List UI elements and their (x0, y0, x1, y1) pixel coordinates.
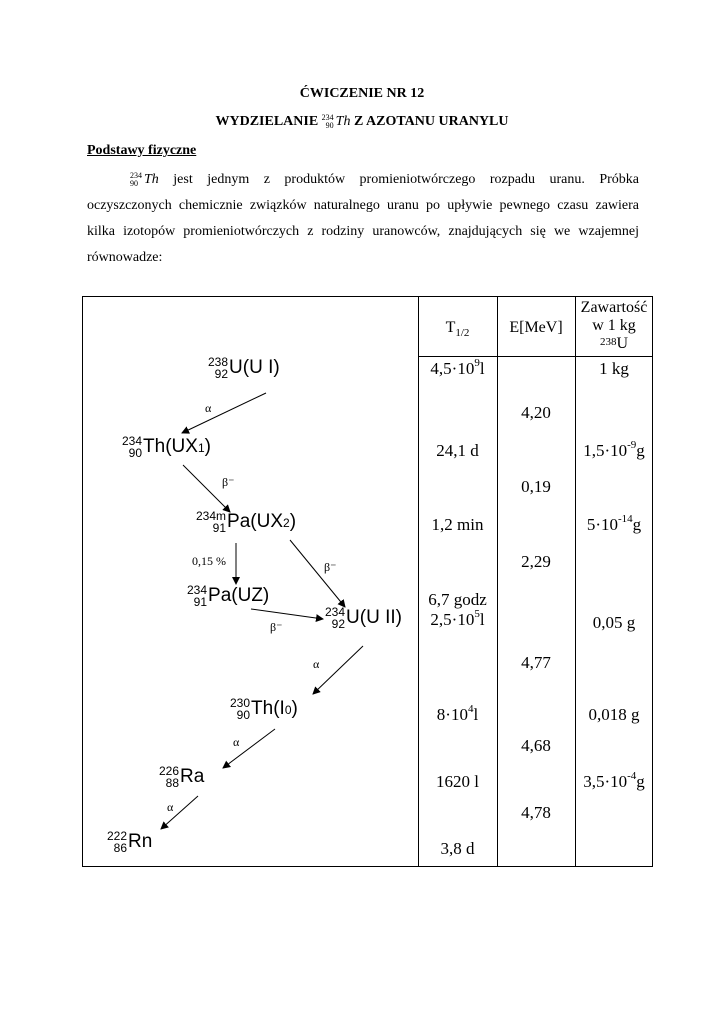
value-exponent: -9 (627, 439, 637, 451)
half-life-cell: 1620 l (436, 772, 479, 791)
energy-cell: 4,68 (521, 736, 551, 755)
value-unit: l (479, 610, 485, 629)
nuclide-subscript: 1 (197, 441, 205, 456)
nuclide-name: U(U I) (229, 357, 280, 379)
section-title: Podstawy fizyczne (87, 143, 197, 158)
value-unit: l (473, 705, 479, 724)
column-divider (497, 297, 498, 866)
nuclide-u238 (208, 356, 280, 380)
atomic-number: 92 (331, 617, 346, 631)
content-cell (575, 772, 653, 792)
decay-label-beta: β⁻ (270, 620, 283, 634)
nuclide-subscript: 2 (283, 516, 290, 531)
decay-label-alpha: α (167, 800, 174, 814)
nuclide-numbers (159, 765, 179, 789)
paragraph-text-4: równowadze: (87, 250, 163, 265)
decay-arrow-pa234-u234 (251, 609, 323, 619)
value-unit: g (636, 772, 645, 791)
decay-arrow-u234-th230 (313, 646, 363, 694)
nuclide-u234 (325, 606, 402, 630)
header-content-element: U (616, 335, 629, 352)
energy-cell: 0,19 (521, 477, 551, 496)
content-cell: 1 kg (599, 359, 629, 378)
atomic-number: 92 (214, 367, 229, 381)
nuclide-close: ) (204, 436, 211, 458)
energy-cell: 2,29 (521, 552, 551, 571)
value-unit: g (636, 441, 645, 460)
value-exponent: -14 (618, 513, 633, 525)
header-half-life-symbol: T (445, 319, 456, 336)
content-cell (575, 441, 653, 461)
half-life-cell: 6,7 godz (428, 590, 487, 609)
subtitle-isotope-numbers (322, 114, 334, 130)
nuclide-th234 (122, 435, 211, 459)
value-base: 1,5·10 (583, 441, 628, 460)
mass-number: 226 (159, 764, 180, 778)
header-content-isotope (575, 335, 653, 353)
decay-label-alpha: α (205, 401, 212, 415)
nuclide-name: Pa(UZ) (208, 585, 270, 607)
nuclide-subscript: 0 (284, 703, 292, 718)
nuclide-numbers (122, 435, 142, 459)
paragraph-text-2: oczyszczonych chemicznie związków naturalnego uranu po upływie pewnego czasu zawiera (87, 198, 639, 213)
atomic-number: 91 (212, 521, 227, 535)
nuclide-numbers (196, 510, 226, 534)
value-base: 3,5·10 (583, 772, 628, 791)
half-life-cell: 3,8 d (440, 839, 475, 858)
decay-series-table (82, 296, 653, 867)
energy-cell: 4,77 (521, 653, 551, 672)
mass-number: 234 (122, 434, 143, 448)
subtitle-atomic-number: 90 (325, 121, 334, 130)
mass-number: 222 (107, 829, 128, 843)
nuclide-name: U(U II) (346, 607, 402, 629)
decay-label-alpha: α (313, 657, 320, 671)
decay-label-beta: β⁻ (324, 560, 337, 574)
nuclide-numbers (187, 584, 207, 608)
content-cell: 0,05 g (592, 613, 636, 632)
nuclide-name: Ra (180, 766, 205, 788)
value-exponent: -4 (627, 770, 637, 782)
value-unit: l (479, 359, 485, 378)
half-life-cell (418, 705, 497, 725)
decay-arrow-th230-ra226 (223, 729, 275, 768)
subtitle-element: Th (335, 114, 351, 130)
value-exponent: 9 (474, 357, 480, 369)
header-content-line1: Zawartość (580, 299, 648, 316)
nuclide-name: Rn (128, 831, 153, 853)
mass-number: 234 (325, 605, 346, 619)
header-energy: E[MeV] (509, 319, 563, 336)
paragraph-mass-number: 234 (130, 170, 142, 180)
mass-number: 234m (196, 509, 227, 523)
value-base: 2,5·10 (430, 610, 475, 629)
paragraph-text-1: jest jednym z produktów promieniotwórczego rozpadu uranu. Próbka (173, 172, 640, 187)
half-life-cell (418, 359, 497, 379)
paragraph-text-3: kilka izotopów promieniotwórczych z rodziny uranowców, znajdujących się we wzajemnej (87, 224, 639, 239)
half-life-cell (418, 610, 497, 630)
header-content-mass: 238 (599, 336, 617, 348)
header-divider (418, 356, 653, 357)
nuclide-close: ) (291, 698, 298, 720)
mass-number: 238 (208, 355, 229, 369)
nuclide-numbers (325, 606, 345, 630)
energy-cell: 4,78 (521, 803, 551, 822)
content-cell (575, 515, 653, 535)
nuclide-numbers (107, 830, 127, 854)
value-base: 4,5·10 (430, 359, 475, 378)
intro-paragraph (87, 167, 639, 271)
value-base: 8·10 (436, 705, 468, 724)
value-exponent: 5 (474, 608, 480, 620)
atomic-number: 90 (128, 446, 143, 460)
decay-arrows (83, 297, 418, 867)
half-life-cell: 24,1 d (436, 441, 479, 460)
nuclide-close: ) (289, 511, 297, 533)
nuclide-numbers (230, 697, 250, 721)
paragraph-line (87, 167, 639, 193)
nuclide-th230 (230, 697, 298, 721)
nuclide-ra226 (159, 765, 204, 789)
header-half-life-subscript: 1/2 (455, 327, 470, 340)
value-base: 5·10 (586, 515, 618, 534)
content-cell: 0,018 g (588, 705, 640, 724)
nuclide-rn222 (107, 830, 152, 854)
value-exponent: 4 (467, 703, 474, 715)
header-half-life (418, 319, 497, 339)
subtitle-prefix: WYDZIELANIE (215, 114, 319, 130)
nuclide-pa234 (187, 584, 269, 608)
nuclide-pa234m (196, 510, 296, 534)
atomic-number: 86 (113, 841, 128, 855)
mass-number: 234 (187, 583, 208, 597)
decay-label-beta: β⁻ (222, 475, 235, 489)
atomic-number: 88 (165, 776, 180, 790)
paragraph-element: Th (144, 172, 159, 187)
energy-cell: 4,20 (521, 403, 551, 422)
mass-number: 230 (230, 696, 251, 710)
atomic-number: 90 (236, 708, 251, 722)
decay-arrow-u238-th234 (182, 393, 266, 433)
header-content-line2: w 1 kg (592, 317, 636, 334)
paragraph-atomic-number: 90 (130, 178, 138, 188)
paragraph-isotope-numbers (130, 172, 142, 188)
subtitle-mass-number: 234 (321, 113, 334, 122)
document-subtitle (0, 114, 724, 130)
decay-label-branch: 0,15 % (192, 554, 226, 568)
header-content (575, 299, 653, 353)
decay-arrow-pa234m-u234 (290, 540, 345, 607)
exercise-title: ĆWICZENIE NR 12 (299, 86, 425, 101)
nuclide-numbers (208, 356, 228, 380)
subtitle-suffix: Z AZOTANU URANYLU (353, 114, 509, 130)
value-unit: g (632, 515, 642, 534)
nuclide-name: Th(UX (143, 436, 198, 458)
half-life-cell: 1,2 min (431, 515, 484, 534)
nuclide-name: Th(I (251, 698, 285, 720)
atomic-number: 91 (193, 595, 208, 609)
nuclide-name: Pa(UX (227, 511, 283, 533)
decay-label-alpha: α (233, 735, 240, 749)
